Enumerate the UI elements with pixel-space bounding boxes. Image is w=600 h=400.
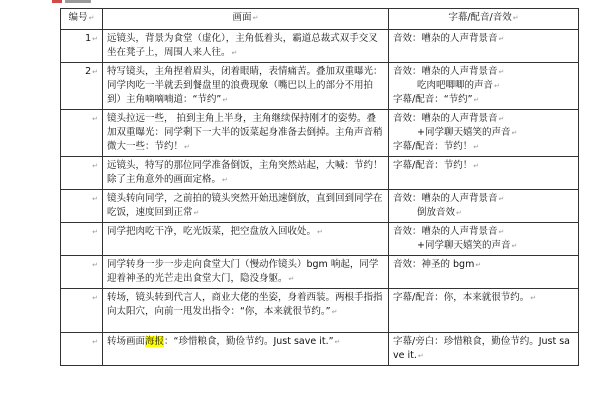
row-scene: 远镜头，特写的那位同学准备倒饭，主角突然站起，大喊：节约！除了主角意外的画面定格。↵ [103,157,389,190]
audio-line: +同学聊天嬉笑的声音↵ [417,127,518,138]
header-row [61,9,579,30]
row-number: ↵ [61,190,103,223]
table-row [61,30,579,63]
audio-line: 音效：嘈杂的人声背景音↵ [393,226,505,237]
header-audio: 字幕/配音/音效↵ [389,9,579,30]
audio-line: 倒放音效↵ [417,207,462,218]
table-row [61,333,579,366]
audio-line: 字幕/配音：节约！↵ [393,141,480,152]
row-audio [389,157,579,190]
row-scene: 转场，镜头转到代言人，商业大佬的坐姿，身着西装。两根手指指向太阳穴，向前一甩发出指令：“你，本来就很节约。”↵ [103,289,389,333]
row-scene: 远镜头，背景为食堂（虚化），主角低着头，霸道总裁式双手交叉坐在凳子上，周围人来人往。↵ [103,30,389,63]
row-audio [389,333,579,366]
row-scene: 转场画面海报：“珍惜粮食，勤俭节约。Just save it.”↵ [103,333,389,366]
row-audio [389,223,579,256]
header-scene: 画面↵ [103,9,389,30]
row-number: ↵ [61,110,103,157]
row-number: ↵ [61,223,103,256]
table-row [61,190,579,223]
row-audio [389,256,579,289]
row-number: ↵ [61,256,103,289]
audio-line: 音效：嘈杂的人声背景音↵ [393,33,505,44]
highlighted-text: 海报 [145,336,165,347]
audio-line: 字幕/配音：“节约”↵ [393,94,480,105]
audio-line: 音效：神圣的 bgm↵ [393,259,482,270]
row-scene: 同学把肉吃干净，吃光饭菜，把空盘放入回收处。↵ [103,223,389,256]
audio-line: 音效：嘈杂的人声背景音↵ [393,193,505,204]
row-scene: 特写镜头，主角捏着眉头，闭着眼睛，表情痛苦。叠加双重曝光：同学肉吃一半就丢到餐盘里的浪费现象（嘴巴以上的部分不用拍到）主角嘀嘀喃道：“节约”↵ [103,63,389,110]
row-number: ↵ [61,289,103,333]
audio-line: 字幕/配音：节约！↵ [393,160,480,171]
storyboard-table [60,8,579,366]
header-number: 编号↵ [61,9,103,30]
audio-line: 音效：嘈杂的人声背景音↵ [393,66,505,77]
row-audio [389,190,579,223]
audio-line: 字幕/旁白：珍惜粮食，勤俭节约。Just save it.↵ [393,336,570,361]
row-scene: 镜头转向同学，之前拍的镜头突然开始迅速倒放，直到回到同学在吃饭，速度回到正常↵ [103,190,389,223]
table-row [61,256,579,289]
row-scene: 同学转身一步一步走向食堂大门（慢动作镜头）bgm 响起，同学迎着神圣的光芒走出食堂大门，隐没身躯。↵ [103,256,389,289]
audio-line: 音效：嘈杂的人声背景音↵ [393,113,505,124]
audio-line: +同学聊天嬉笑的声音↵ [417,240,518,251]
toolbar-remnant [52,0,100,4]
table-row [61,289,579,333]
audio-line: 吃肉吧唧唧的声音↵ [417,80,500,91]
row-audio [389,30,579,63]
table-row [61,110,579,157]
row-number: 1↵ [61,30,103,63]
table-row [61,223,579,256]
row-number: ↵ [61,333,103,366]
row-audio [389,289,579,333]
table-row [61,63,579,110]
audio-line: 字幕/配音：你，本来就很节约。↵ [393,292,537,303]
row-scene: 镜头拉远一些， 拍到主角上半身，主角继续保持刚才的姿势。叠加双重曝光：同学剩下一大半的饭菜起身准备去倒掉。主角声音稍微大一些：节约！↵ [103,110,389,157]
row-number: ↵ [61,157,103,190]
row-audio [389,110,579,157]
row-number: 2↵ [61,63,103,110]
table-row [61,157,579,190]
row-audio [389,63,579,110]
